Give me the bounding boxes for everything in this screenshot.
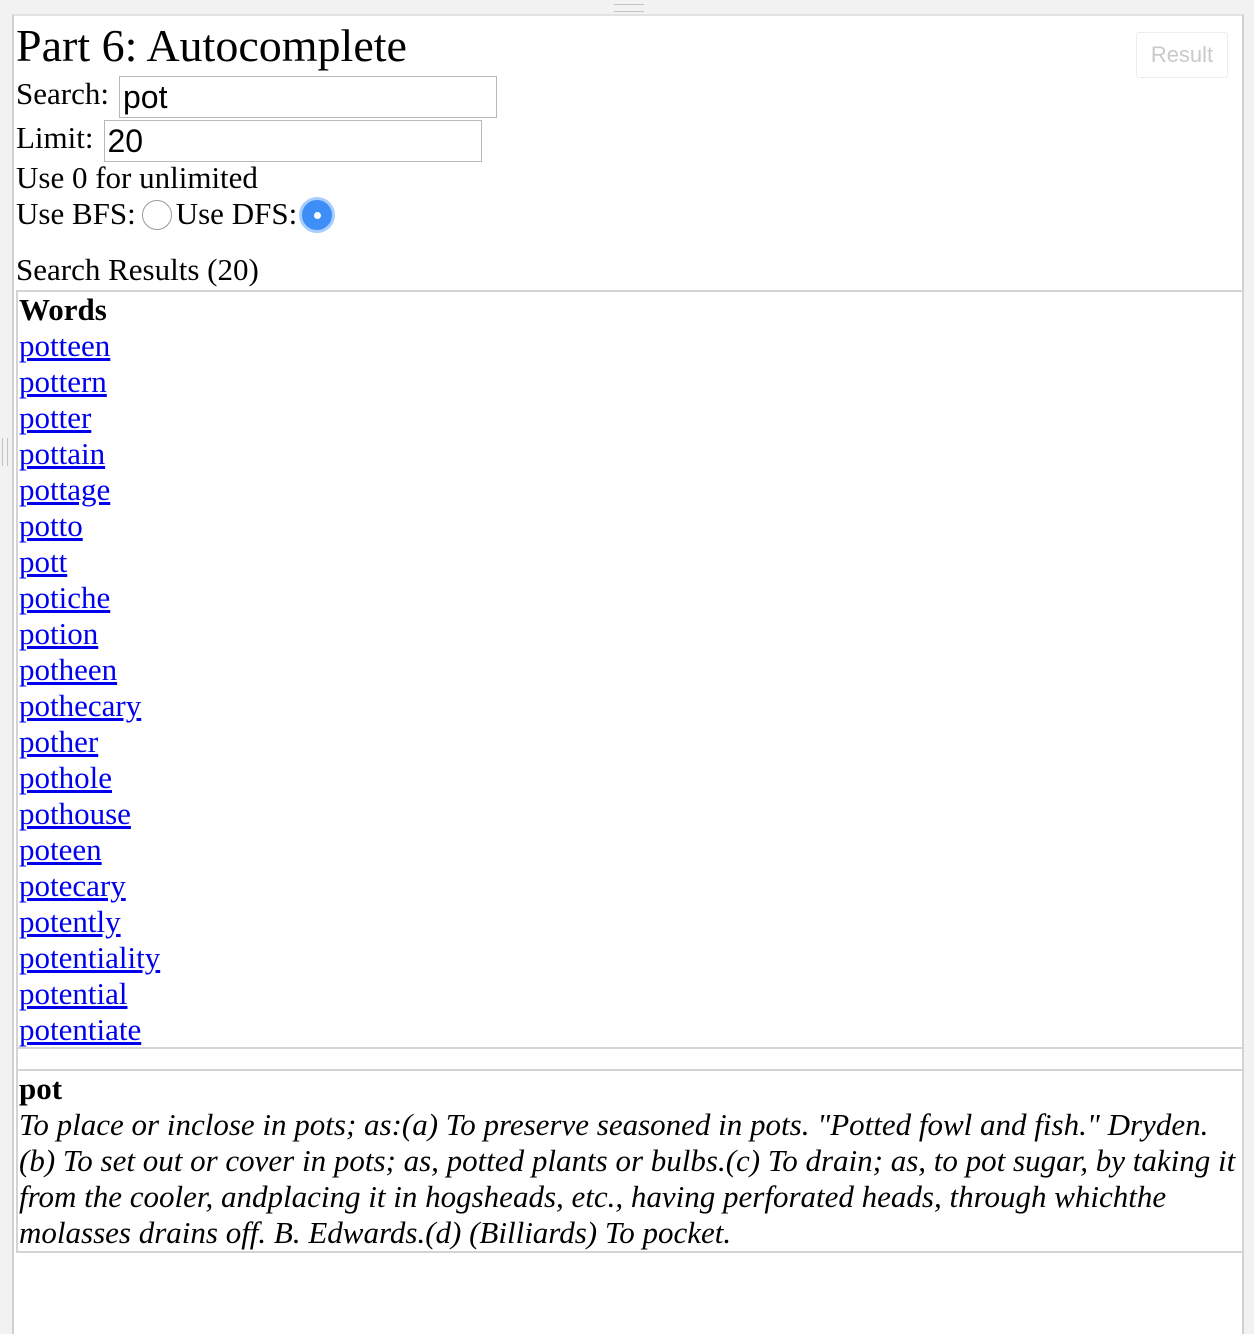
definition-word: pot: [19, 1071, 63, 1106]
word-link[interactable]: potentiality: [19, 940, 161, 975]
bfs-label: Use BFS:: [16, 196, 136, 231]
word-link[interactable]: potter: [19, 400, 92, 435]
word-link[interactable]: pottain: [19, 436, 106, 471]
word-link[interactable]: potion: [19, 616, 99, 651]
limit-note: Use 0 for unlimited: [16, 160, 258, 195]
word-link[interactable]: potteen: [19, 328, 111, 363]
search-row: [16, 76, 497, 118]
limit-input[interactable]: 20: [104, 120, 482, 162]
words-list: [16, 290, 1244, 1049]
search-input[interactable]: pot: [119, 76, 497, 118]
word-link[interactable]: potheen: [19, 652, 118, 687]
word-link[interactable]: pothouse: [19, 796, 131, 831]
definition-text: To place or inclose in pots; as:(a) To preserve seasoned in pots. "Potted fowl and fish." Dryden.(b) To set out or cover in pots; as, potted plants or bulbs.(c) To drain; as, to pot sugar, by taking it from the cooler, andplacing it in hogsheads, etc., having perforated heads, through whichthe molasses drains off. B. Edwards.(d) (Billiards) To pocket.: [19, 1107, 1236, 1250]
bfs-radio[interactable]: [142, 200, 172, 230]
word-link[interactable]: potentiate: [19, 1012, 142, 1047]
search-label: Search:: [16, 76, 109, 111]
search-mode-row: [16, 196, 339, 233]
word-link[interactable]: potently: [19, 904, 121, 939]
word-link[interactable]: pother: [19, 724, 99, 759]
word-link[interactable]: potecary: [19, 868, 126, 903]
word-link[interactable]: pottern: [19, 364, 107, 399]
word-link[interactable]: potiche: [19, 580, 111, 615]
limit-label: Limit:: [16, 120, 94, 155]
page-title: Part 6: Autocomplete: [16, 20, 407, 71]
search-results-heading: Search Results (20): [16, 252, 259, 287]
words-title: Words: [19, 292, 107, 327]
word-link[interactable]: potto: [19, 508, 83, 543]
result-button[interactable]: Result: [1136, 32, 1228, 78]
side-resize-handle[interactable]: [2, 438, 8, 466]
limit-row: [16, 120, 482, 162]
dfs-label: Use DFS:: [175, 196, 298, 231]
result-frame: [12, 14, 1244, 1334]
definition-panel: [16, 1069, 1244, 1253]
section-divider: [16, 1047, 1244, 1071]
word-link[interactable]: pottage: [19, 472, 111, 507]
dfs-radio[interactable]: [299, 197, 335, 233]
word-link[interactable]: pothecary: [19, 688, 142, 723]
pane-resize-handle[interactable]: [614, 4, 644, 12]
word-link[interactable]: poteen: [19, 832, 102, 867]
word-link[interactable]: pott: [19, 544, 68, 579]
word-link[interactable]: potential: [19, 976, 128, 1011]
word-link[interactable]: pothole: [19, 760, 112, 795]
